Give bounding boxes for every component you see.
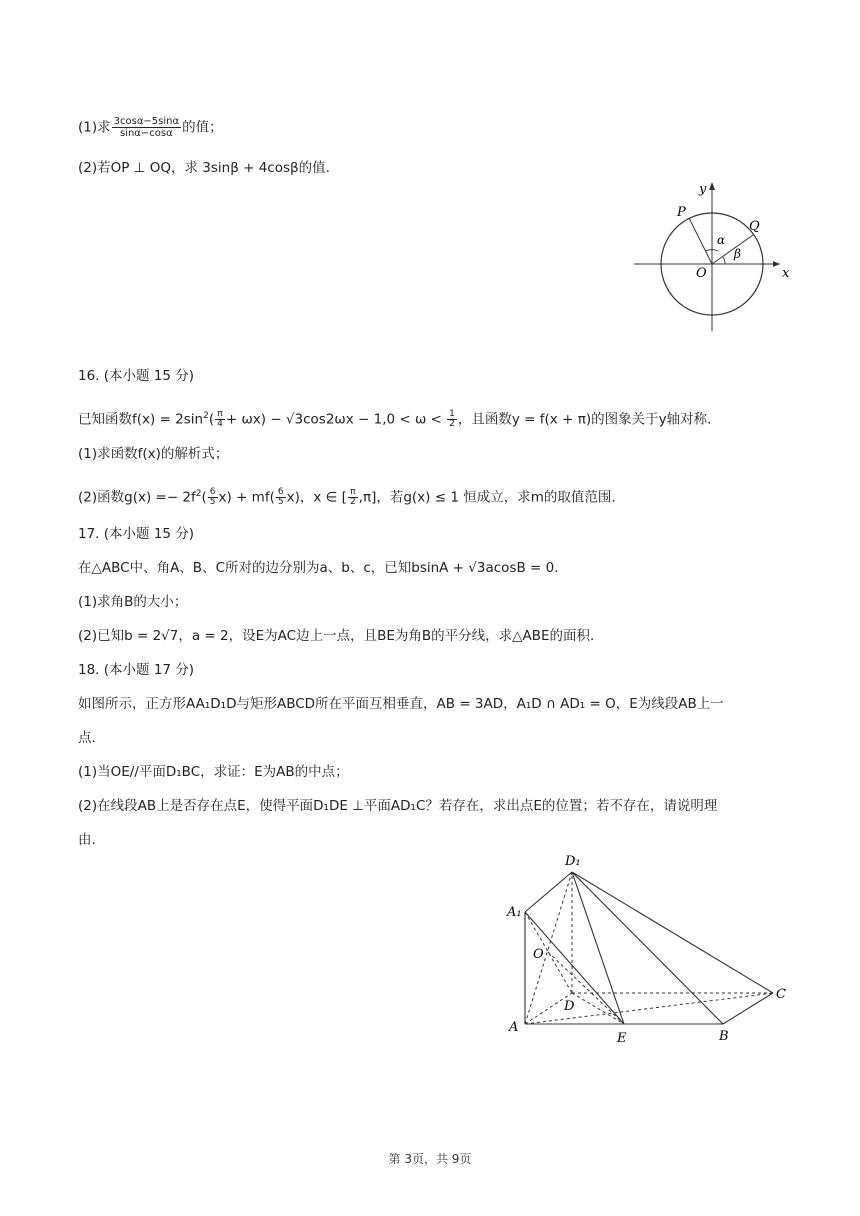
x-axis-arrow: [773, 261, 780, 267]
label-beta: β: [734, 247, 741, 261]
q18-stem-line2: 点.: [78, 730, 96, 746]
label-e: E: [617, 1031, 627, 1046]
label-c: C: [776, 987, 786, 1002]
label-x: x: [782, 266, 790, 281]
label-a1: A₁: [507, 905, 522, 920]
q17-part1: (1)求角B的大小；: [78, 594, 188, 610]
q18-stem-line1: 如图所示，正方形AA₁D₁D与矩形ABCD所在平面互相垂直，AB = 3AD，A₁D ∩ AD₁ = O，E为线段AB上一: [78, 696, 724, 712]
label-o: O: [533, 947, 544, 962]
q18-header: 18. (本小题 17 分): [78, 662, 195, 678]
q16-part1: (1)求函数f(x)的解析式；: [78, 446, 229, 462]
label-d1: D₁: [565, 854, 581, 869]
q18-part2-line1: (2)在线段AB上是否存在点E，使得平面D₁DE ⊥平面AD₁C？若存在，求出点E的位置；若不存在，请说明理: [78, 798, 718, 814]
label-alpha: α: [717, 233, 726, 247]
q15-part1: (1)求 $\frac{3\cos\alpha-5\sin\alpha}{\sin\alpha-\cos\alpha}$ 的值；: [78, 116, 223, 139]
q18-part2-line2: 由.: [78, 832, 96, 848]
edge-de: [572, 993, 624, 1024]
label-y: y: [699, 182, 707, 197]
q17-stem: 在△ABC中、角A、B、C所对的边分别为a、b、c，已知bsinA + √3acosB = 0.: [78, 560, 559, 576]
edge-a1e: [525, 912, 624, 1024]
q17-part2: (2)已知b = 2√7，a = 2，设E为AC边上一点，且BE为角B的平分线，求△ABE的面积.: [78, 628, 595, 644]
edge-bc: [723, 993, 773, 1024]
edge-oe: [548, 952, 624, 1024]
label-p: P: [677, 205, 686, 220]
y-axis-arrow: [709, 182, 715, 190]
q16-part2: (2)函数$g(x) =- 2f^2$( $\frac{6}{5}$ x) + mf( $\frac{6}{5}$ x)，x ∈ [ $\frac{\pi}{2}$ ,π]，若g(x) ≤ 1 恒成立，求m的取值范围.: [78, 487, 616, 507]
ray-op: [689, 218, 712, 264]
solid-figure: [500, 848, 800, 1058]
q16-header: 16. (本小题 15 分): [78, 368, 195, 384]
q16-stem: 已知函数$f(x) = 2\sin^2$( $\frac{\pi}{4}$ + ωx) − √3cos2ωx − 1,0 < ω < $\frac{1}{2}$ ，且函数y = f(x + π)的图象关于y轴对称.: [78, 409, 712, 429]
page-footer: 第 3页，共 9页: [388, 1152, 472, 1166]
edge-a1d1: [525, 872, 572, 912]
q15-fraction: $\frac{3\cos\alpha-5\sin\alpha}{\sin\alpha-\cos\alpha}$: [113, 116, 180, 139]
edge-d1e: [572, 872, 624, 1024]
q15-part2: (2)若OP ⊥ OQ，求 3sinβ + 4cosβ的值.: [78, 160, 330, 176]
edge-d1b: [572, 872, 723, 1024]
label-q: Q: [749, 219, 760, 234]
unit-circle-figure: [630, 178, 800, 338]
q17-header: 17. (本小题 15 分): [78, 526, 195, 542]
label-origin: O: [696, 266, 707, 281]
label-d: D: [564, 999, 575, 1014]
label-a: A: [509, 1020, 519, 1035]
label-b: B: [719, 1029, 729, 1044]
beta-arc: [723, 257, 725, 264]
edge-ac: [525, 993, 773, 1024]
q18-part1: (1)当OE//平面D₁BC，求证：E为AB的中点；: [78, 764, 349, 780]
edge-d1c: [572, 872, 773, 993]
